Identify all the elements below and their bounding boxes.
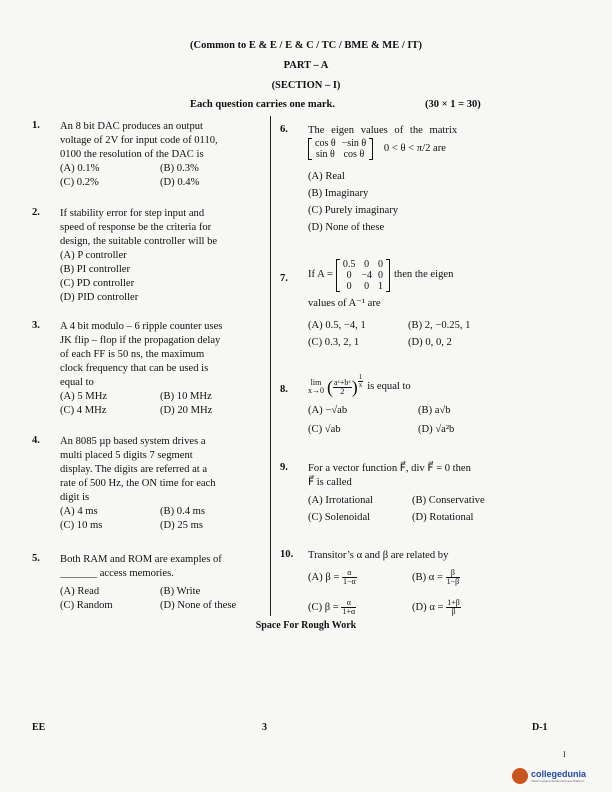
q10-option-a-num: α bbox=[342, 569, 357, 578]
q7-option-b: (B) 2, −0.25, 1 bbox=[408, 320, 471, 331]
q10-option-a bbox=[308, 569, 357, 586]
q10-number: 10. bbox=[280, 549, 294, 560]
q8-paren-open: ( bbox=[327, 377, 333, 397]
footer-mark: I bbox=[563, 750, 566, 759]
q10-options-row1 bbox=[308, 563, 518, 589]
q3 bbox=[60, 320, 260, 418]
q10-option-b-frac bbox=[446, 569, 461, 586]
q6-matrix-cell: sin θ bbox=[315, 149, 335, 160]
q10-option-d-lhs: (D) α = bbox=[412, 601, 444, 613]
q10-option-b bbox=[412, 569, 460, 586]
q5-option-c: (C) Random bbox=[60, 600, 113, 611]
q10-option-b-den: 1−β bbox=[446, 577, 460, 586]
q3-number: 3. bbox=[32, 320, 40, 331]
q2-line: speed of response be the criteria for bbox=[60, 222, 212, 233]
logo-name: collegedunia bbox=[531, 769, 587, 779]
q7-matrix-row bbox=[308, 255, 518, 295]
q8-number: 8. bbox=[280, 384, 288, 395]
q7-matrix-cell: 0 bbox=[377, 258, 383, 270]
q6-condition: 0 < θ < π/2 are bbox=[383, 143, 446, 155]
q7-matrix-cell: 1 bbox=[377, 280, 383, 292]
q7-matrix-cell: 0 bbox=[346, 280, 352, 292]
instruction-text: Each question carries one mark. bbox=[190, 99, 335, 110]
q1-number: 1. bbox=[32, 120, 40, 131]
q3-option-d: (D) 20 MHz bbox=[160, 405, 213, 416]
q2-option-c: (C) PD controller bbox=[60, 278, 135, 289]
q8-option-d: (D) √a²b bbox=[418, 424, 455, 435]
q10-option-c-frac bbox=[341, 599, 356, 616]
q4-line: digit is bbox=[60, 492, 90, 503]
marks-text: (30 × 1 = 30) bbox=[425, 99, 481, 110]
q6 bbox=[308, 124, 508, 236]
q3-option-a: (A) 5 MHz bbox=[60, 391, 108, 402]
q9-line: For a vector function F⃗, div F⃗ = 0 then bbox=[308, 463, 471, 474]
q1-option-d: (D) 0.4% bbox=[160, 177, 200, 188]
q8-option-a: (A) −√ab bbox=[308, 405, 348, 416]
q2-line: If stability error for step input and bbox=[60, 208, 205, 219]
q4-line: An 8085 µp based system drives a bbox=[60, 436, 206, 447]
q7-suffix: then the eigen bbox=[393, 269, 454, 280]
q10-option-a-frac bbox=[342, 569, 357, 586]
q2-option-b: (B) PI controller bbox=[60, 264, 131, 275]
q7 bbox=[308, 255, 518, 353]
q3-line: equal to bbox=[60, 377, 94, 388]
q2 bbox=[60, 207, 260, 305]
q4-option-a: (A) 4 ms bbox=[60, 506, 98, 517]
footer-page-number: 3 bbox=[262, 722, 267, 733]
q7-prefix: If A = bbox=[308, 269, 333, 280]
q5 bbox=[60, 553, 270, 613]
q7-matrix-cell: 0 bbox=[377, 269, 383, 281]
q7-number: 7. bbox=[280, 273, 288, 284]
q4-option-b: (B) 0.4 ms bbox=[160, 506, 206, 517]
q1-line: voltage of 2V for input code of 0110, bbox=[60, 135, 218, 146]
q8-limit-sub: x→0 bbox=[308, 386, 324, 395]
q5-line: _______ access memories. bbox=[60, 568, 174, 579]
q9-option-d: (D) Rotational bbox=[412, 512, 474, 523]
q8-limit-row bbox=[308, 370, 518, 404]
collegedunia-logo bbox=[512, 768, 586, 784]
q10-option-b-num: β bbox=[446, 569, 461, 578]
q3-line: JK flip – flop if the propagation delay bbox=[60, 335, 221, 346]
q8-exponent-num: 1 bbox=[358, 372, 363, 381]
q6-matrix-cell: cos θ bbox=[343, 149, 365, 160]
q8-option-c: (C) √ab bbox=[308, 424, 341, 435]
q6-number: 6. bbox=[280, 124, 288, 135]
q9-option-a: (A) Irrotational bbox=[308, 495, 374, 506]
q3-option-b: (B) 10 MHz bbox=[160, 391, 212, 402]
q3-line: of each FF is 50 ns, the maximum bbox=[60, 349, 205, 360]
q10-option-b-lhs: (B) α = bbox=[412, 571, 443, 583]
q1-option-c: (C) 0.2% bbox=[60, 177, 99, 188]
q8-option-b: (B) a√b bbox=[418, 405, 451, 416]
q7-line2: values of A⁻¹ are bbox=[308, 298, 381, 309]
q6-option-a: (A) Real bbox=[308, 171, 345, 182]
q6-option-c: (C) Purely imaginary bbox=[308, 205, 399, 216]
q6-line: The eigen values of the matrix bbox=[308, 125, 458, 136]
q10 bbox=[308, 549, 518, 617]
part-title: PART – A bbox=[283, 60, 329, 71]
q8-fraction-den: 2 bbox=[340, 386, 345, 396]
q7-option-c: (C) 0.3, 2, 1 bbox=[308, 337, 360, 348]
q10-option-c-den: 1+α bbox=[342, 607, 356, 616]
q9-option-b: (B) Conservative bbox=[412, 495, 485, 506]
q4 bbox=[60, 435, 260, 533]
q6-option-b: (B) Imaginary bbox=[308, 188, 369, 199]
q5-option-b: (B) Write bbox=[160, 586, 201, 597]
rough-work-label: Space For Rough Work bbox=[255, 620, 357, 631]
footer-subject-code: EE bbox=[32, 722, 46, 733]
q6-matrix-cell: −sin θ bbox=[341, 138, 367, 149]
q2-option-d: (D) PID controller bbox=[60, 292, 139, 303]
q7-matrix bbox=[336, 259, 390, 292]
q5-option-d: (D) None of these bbox=[160, 600, 237, 611]
q10-option-d-frac bbox=[446, 599, 461, 616]
section-title: (SECTION – I) bbox=[271, 80, 341, 91]
header-common: (Common to E & E / E & C / TC / BME & ME / IT) bbox=[190, 40, 422, 51]
q5-line: Both RAM and ROM are examples of bbox=[60, 554, 222, 565]
q7-option-a: (A) 0.5, −4, 1 bbox=[308, 320, 366, 331]
q4-option-d: (D) 25 ms bbox=[160, 520, 203, 531]
q10-line: Transitor’s α and β are related by bbox=[308, 550, 449, 561]
q4-line: multi placed 5 digits 7 segment bbox=[60, 450, 193, 461]
column-divider bbox=[270, 116, 271, 616]
q3-option-c: (C) 4 MHz bbox=[60, 405, 107, 416]
q10-options-row2 bbox=[308, 589, 518, 617]
q1-line: 0100 the resolution of the DAC is bbox=[60, 149, 204, 160]
q8-fraction bbox=[333, 379, 352, 396]
q7-matrix-cell: −4 bbox=[361, 269, 372, 281]
q3-line: A 4 bit modulo – 6 ripple counter uses bbox=[60, 321, 223, 332]
q6-matrix bbox=[308, 138, 373, 160]
footer-booklet-code: D-1 bbox=[532, 722, 548, 733]
q3-line: clock frequency that can be used is bbox=[60, 363, 209, 374]
q1-line: An 8 bit DAC produces an output bbox=[60, 121, 204, 132]
q10-option-d bbox=[412, 599, 461, 616]
q10-option-a-den: 1−α bbox=[343, 577, 356, 586]
q8-exponent-den: x bbox=[358, 380, 363, 389]
q9-option-c: (C) Solenoidal bbox=[308, 512, 371, 523]
q5-option-a: (A) Read bbox=[60, 586, 100, 597]
q5-number: 5. bbox=[32, 553, 40, 564]
q7-matrix-cell: 0.5 bbox=[342, 258, 356, 270]
q1-option-a: (A) 0.1% bbox=[60, 163, 100, 174]
q9 bbox=[308, 462, 518, 528]
q10-option-c-num: α bbox=[341, 599, 356, 608]
q8-limit-label: lim bbox=[310, 378, 322, 387]
q8-exponent bbox=[358, 374, 364, 389]
q10-option-c-lhs: (C) β = bbox=[308, 601, 339, 613]
q8-fraction-num: aˣ+bˣ bbox=[334, 377, 351, 387]
logo-icon bbox=[512, 768, 528, 784]
q8 bbox=[308, 370, 518, 442]
q4-line: rate of 500 Hz, the ON time for each bbox=[60, 478, 216, 489]
q6-option-d: (D) None of these bbox=[308, 222, 385, 233]
q10-option-d-num: 1+β bbox=[447, 598, 460, 607]
q6-matrix-cell: cos θ bbox=[315, 138, 336, 149]
q10-option-d-den: β bbox=[451, 607, 456, 616]
logo-tagline: India's Largest Student Review Platform bbox=[531, 779, 585, 783]
q2-option-a: (A) P controller bbox=[60, 250, 127, 261]
q4-option-c: (C) 10 ms bbox=[60, 520, 103, 531]
q7-matrix-cell: 0 bbox=[364, 258, 370, 270]
q1-option-b: (B) 0.3% bbox=[160, 163, 199, 174]
q9-line: F⃗ is called bbox=[308, 477, 352, 488]
q9-number: 9. bbox=[280, 462, 288, 473]
q4-number: 4. bbox=[32, 435, 40, 446]
q7-matrix-cell: 0 bbox=[364, 280, 370, 292]
q1 bbox=[60, 120, 260, 190]
q4-line: display. The digits are referred at a bbox=[60, 464, 208, 475]
q7-option-d: (D) 0, 0, 2 bbox=[408, 337, 452, 348]
q10-option-a-lhs: (A) β = bbox=[308, 571, 340, 583]
q7-matrix-cell: 0 bbox=[346, 269, 352, 281]
q8-tail: is equal to bbox=[367, 381, 411, 392]
q2-line: design, the suitable controller will be bbox=[60, 236, 218, 247]
q8-limit bbox=[308, 379, 324, 395]
q10-option-c bbox=[308, 599, 356, 616]
q2-number: 2. bbox=[32, 207, 40, 218]
q6-matrix-row bbox=[308, 138, 508, 166]
q8-paren-close: ) bbox=[351, 377, 358, 397]
